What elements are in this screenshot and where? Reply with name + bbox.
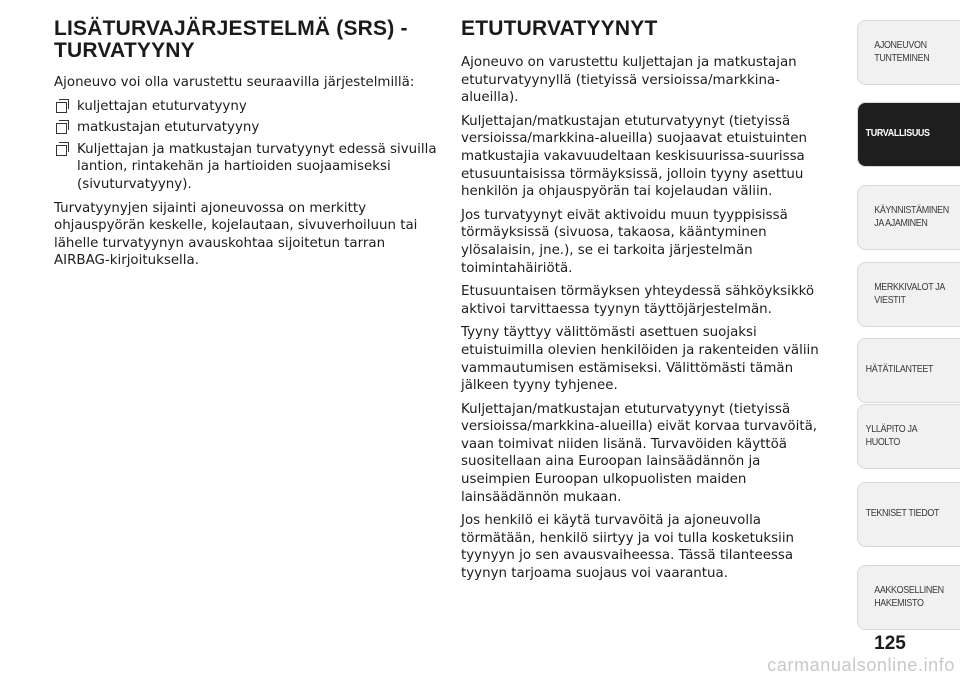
list-item <box>54 119 442 137</box>
list-item <box>54 98 442 116</box>
page-number: 125 <box>874 633 906 654</box>
tab-label-line: AAKKOSELLINEN <box>874 585 944 596</box>
watermark: carmanualsonline.info <box>767 655 955 675</box>
tab-merkkivalot-ja-viestit[interactable] <box>857 262 960 327</box>
tab-label: TEKNISET TIEDOT <box>865 508 940 520</box>
checkbox-bullet-icon <box>56 123 67 134</box>
chapter-tabs <box>857 20 960 609</box>
intro-paragraph: Ajoneuvo voi olla varustettu seuraavilla järjestelmillä: <box>54 75 415 90</box>
body-paragraph: Jos henkilö ei käytä turvavöitä ja ajoneuvolla törmätään, henkilö siirtyy ja voi tulla kosketuksiin tyynyyn jo sen avausvaiheessa. Tässä tilanteessa tyynyn tarjoama suojaus voi vaarantua. <box>461 513 795 582</box>
tab-label-line: JA AJAMINEN <box>874 217 928 229</box>
list-item-text: kuljettajan etuturvatyyny <box>77 98 247 114</box>
body-paragraph: Etusuuntaisen törmäyksen yhteydessä sähköyksikkö aktivoi tarvittaessa tyynyn täyttöjärjestelmän. <box>461 284 815 317</box>
list-item-text: Kuljettajan ja matkustajan turvatyynyt edessä sivuilla lantion, rintakehän ja hartioiden suojaamiseksi (sivuturvatyyny). <box>77 141 437 192</box>
body-paragraph: Ajoneuvo on varustettu kuljettajan ja matkustajan etuturvatyynyllä (tietyissä versioissa/markkina-alueilla). <box>461 55 797 106</box>
checkbox-bullet-icon <box>56 102 67 113</box>
body-paragraph: Kuljettajan/matkustajan etuturvatyynyt (tietyissä versioissa/markkina-alueilla) suojaavat etuistuinten matkustajia vakavuudeltaan keskisuurissa-suurissa etusuuntaisissa törmäyksissä, jolloin tyyny asettuu henkilön ja ohjauspyörän tai kojelaudan väliin. <box>461 113 807 200</box>
tab-turvallisuus[interactable] <box>857 102 960 167</box>
tab-aakkosellinen-hakemisto[interactable] <box>857 565 960 630</box>
body-paragraph: Kuljettajan/matkustajan etuturvatyynyt (tietyissä versioissa/markkina-alueilla) eivät korvaa turvavöitä, vaan toimivat niiden lisänä. Turvavöiden käyttöä suositellaan aina Euroopan lainsäädännön ja useimpien Euroopan ulkopuolisten maiden lainsäädännön mukaan. <box>461 401 818 505</box>
tab-label <box>857 585 944 610</box>
tab-label-line: MERKKIVALOT JA <box>874 282 946 293</box>
tab-label <box>857 40 929 65</box>
body-paragraph: Jos turvatyynyt eivät aktivoidu muun tyyppisissä törmäyksissä (sivuosa, takaosa, kääntyminen ylösalaisin, jne.), se ei tarkoita järjestelmän toimintahäiriötä. <box>461 207 788 276</box>
body-paragraph: Tyyny täyttyy välittömästi asettuen suojaksi etuistuimilla olevien henkilöiden ja rakenteiden väliin vammautumisen estämiseksi. Välittömästi tämän jälkeen tyyny tyhjenee. <box>461 325 819 394</box>
right-column <box>461 18 833 589</box>
tab-kaynnistaminen-ja-ajaminen[interactable] <box>857 185 960 250</box>
airbag-system-list <box>54 98 442 194</box>
tab-label: YLLÄPITO JA HUOLTO <box>865 424 917 448</box>
tab-hatatilanteet[interactable] <box>857 338 960 403</box>
tab-label-line: TUNTEMINEN <box>874 52 930 64</box>
section-heading-front-airbags: ETUTURVATYYNYT <box>461 17 658 40</box>
tab-label-line: AJONEUVON <box>874 40 927 51</box>
tab-ajoneuvon-tunteminen[interactable] <box>857 20 960 85</box>
checkbox-bullet-icon <box>56 145 67 156</box>
tab-label-line: KÄYNNISTÄMINEN <box>874 205 949 216</box>
tab-label <box>857 205 949 230</box>
tab-label: HÄTÄTILANTEET <box>865 364 934 376</box>
tab-tekniset-tiedot[interactable] <box>857 482 960 547</box>
tab-label-line: HAKEMISTO <box>874 597 924 609</box>
left-column <box>54 18 442 276</box>
airbag-location-paragraph: Turvatyynyjen sijainti ajoneuvossa on merkitty ohjauspyörän keskelle, kojelautaan, sivuverhoiluun tai lähelle turvatyynyn avauskohtaa sijoitetun tarran AIRBAG-kirjoituksella. <box>54 200 418 269</box>
tab-label: TURVALLISUUS <box>865 128 930 140</box>
section-heading-srs: LISÄTURVAJÄRJESTELMÄ (SRS) - TURVATYYNY <box>54 17 408 62</box>
tab-yllapito-ja-huolto[interactable] <box>857 404 960 469</box>
tab-label <box>857 282 945 307</box>
tab-label-line: VIESTIT <box>874 294 906 306</box>
list-item <box>54 141 442 194</box>
list-item-text: matkustajan etuturvatyyny <box>77 120 260 136</box>
